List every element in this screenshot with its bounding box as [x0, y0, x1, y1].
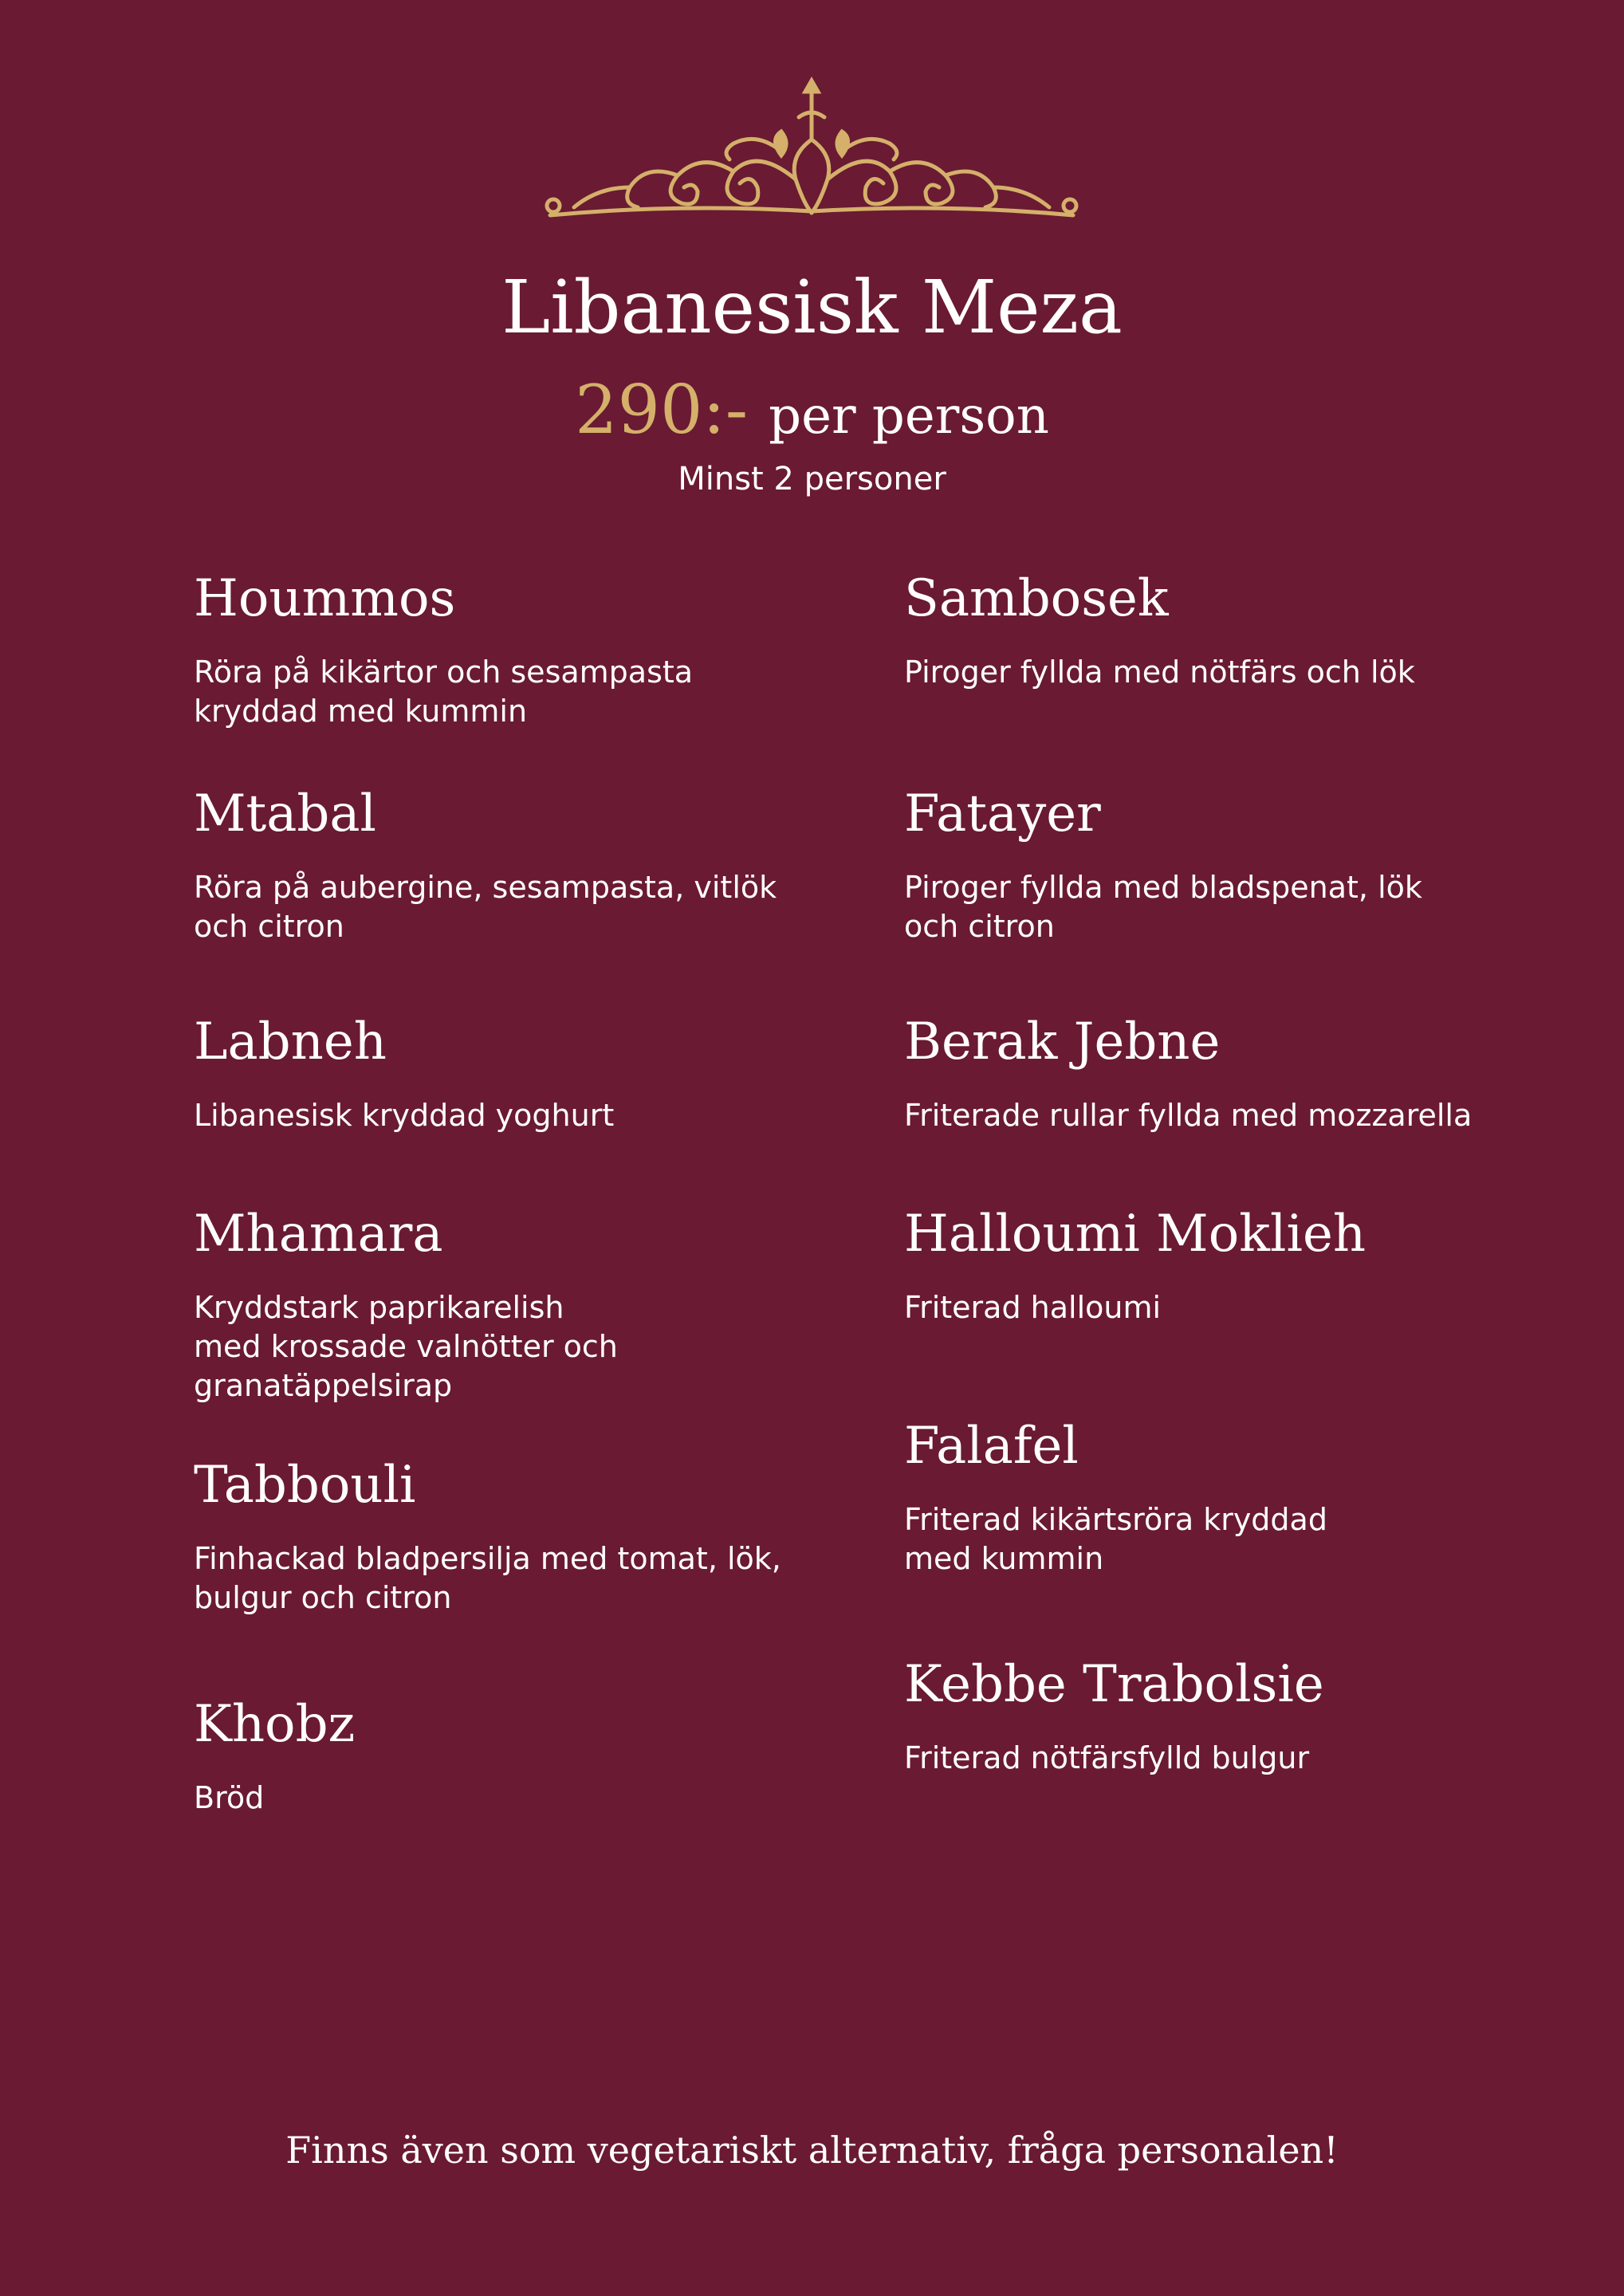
menu-item-description: Piroger fyllda med bladspenat, lök och citron: [904, 869, 1422, 944]
menu-item-description: Friterad halloumi: [904, 1289, 1162, 1325]
menu-item-description: Friterade rullar fyllda med mozzarella: [904, 1097, 1473, 1133]
menu-item: [904, 1417, 1574, 1578]
menu-item-description: Bröd: [194, 1779, 265, 1815]
menu-item: [194, 570, 863, 731]
menu-item-description: Röra på aubergine, sesampasta, vitlök och citron: [194, 869, 777, 944]
menu-item-description: Kryddstark paprikarelish med krossade valnötter och granatäppelsirap: [194, 1289, 618, 1404]
menu-item: [904, 1205, 1574, 1327]
menu-item: [194, 1205, 863, 1406]
menu-item-name: Kebbe Trabolsie: [904, 1655, 1324, 1714]
price: 290:-: [575, 371, 749, 449]
menu-item-name: Falafel: [904, 1417, 1079, 1476]
minimum-persons-note: Minst 2 personer: [678, 461, 946, 497]
menu-item-name: Halloumi Moklieh: [904, 1205, 1366, 1264]
menu-item: [194, 785, 863, 946]
menu-title: Libanesisk Meza: [501, 265, 1123, 350]
menu-item-description: Friterad kikärtsröra kryddad med kummin: [904, 1501, 1327, 1576]
menu-item: [194, 1013, 863, 1135]
menu-item-name: Labneh: [194, 1012, 387, 1071]
vegetarian-note: Finns även som vegetariskt alternativ, fråga personalen!: [285, 2129, 1339, 2172]
menu-item: [904, 1013, 1574, 1135]
menu-item-name: Mtabal: [194, 784, 376, 843]
menu-item: [904, 570, 1574, 692]
menu-item: [904, 1656, 1574, 1778]
menu-item-name: Khobz: [194, 1695, 356, 1754]
menu-item: [904, 785, 1574, 946]
menu-item-name: Hoummos: [194, 569, 456, 628]
menu-item: [194, 1696, 863, 1818]
price-line: [0, 371, 1624, 449]
menu-item-description: Finhackad bladpersilja med tomat, lök, bulgur och citron: [194, 1540, 781, 1615]
menu-item-name: Fatayer: [904, 784, 1101, 843]
menu-item-name: Tabbouli: [194, 1456, 416, 1515]
per-person-label: per person: [769, 387, 1049, 446]
menu-item-description: Piroger fyllda med nötfärs och lök: [904, 654, 1415, 690]
menu-item-description: Röra på kikärtor och sesampasta kryddad med kummin: [194, 654, 694, 729]
menu-item-name: Mhamara: [194, 1205, 443, 1264]
menu-item: [194, 1457, 863, 1618]
menu-item-name: Berak Jebne: [904, 1012, 1221, 1071]
menu-item-description: Libanesisk kryddad yoghurt: [194, 1097, 615, 1133]
filigree-ornament-icon: [542, 76, 1081, 219]
menu-item-name: Sambosek: [904, 569, 1169, 628]
menu-item-description: Friterad nötfärsfylld bulgur: [904, 1740, 1310, 1775]
